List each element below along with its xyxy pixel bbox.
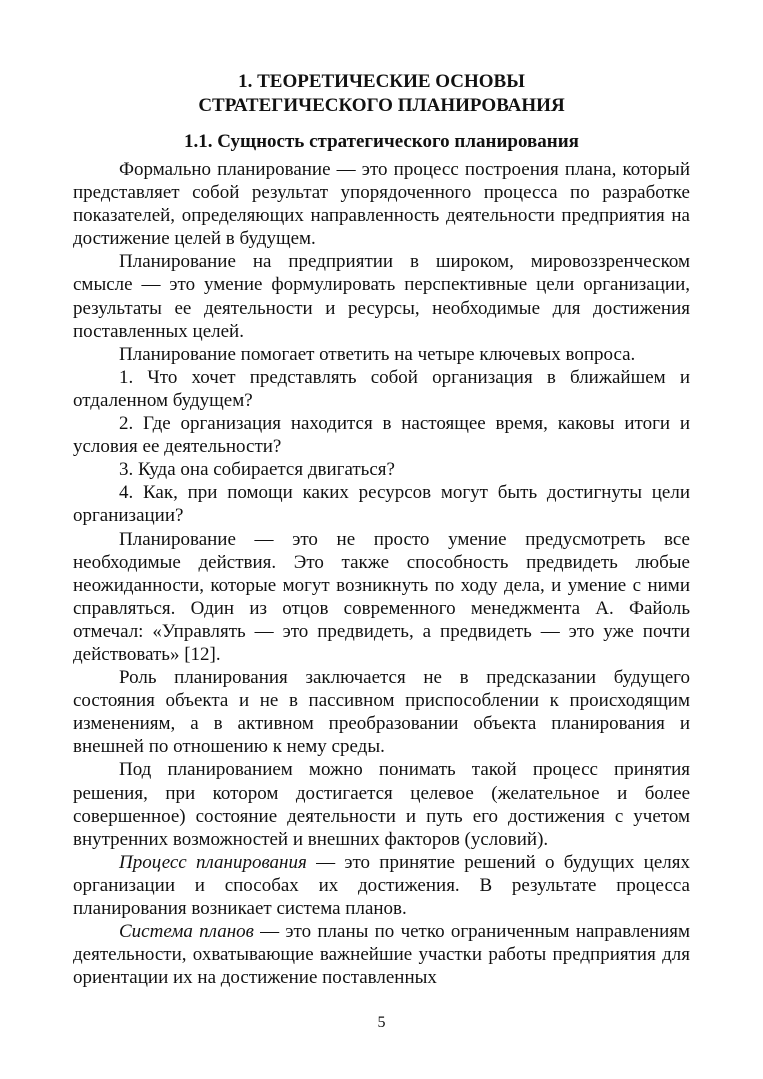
- list-item-question-3: 3. Куда она собирается двигаться?: [119, 459, 395, 481]
- list-item-question-4: 4. Как, при помощи каких ресурсов могут быть достигнуты цели организации?: [73, 482, 690, 527]
- definition-paragraph: [73, 851, 690, 920]
- definition-paragraph: [73, 920, 690, 989]
- body-text: [73, 158, 690, 989]
- paragraph: Под планированием можно понимать такой процесс принятия решения, при котором достигается целевое (желательное и более совершенное) состояние деятельности и путь его достижения с учетом внутренних возможностей и внешних факторов (условий).: [73, 759, 690, 850]
- section-title: 1.1. Сущность стратегического планирования: [184, 131, 579, 152]
- defined-term: Система планов: [119, 921, 254, 943]
- paragraph: Планирование на предприятии в широком, мировоззренческом смысле — это умение формулировать перспективные цели организации, результаты ее деятельности и ресурсы, необходимые для достижения поставленных целей.: [73, 251, 690, 342]
- chapter-title: [73, 70, 690, 118]
- document-page: [73, 70, 690, 989]
- definition-text: — это принятие решений о будущих целях организации и способах их достижения. В результате процесса планирования возникает система планов.: [73, 851, 691, 919]
- paragraph: Планирование — это не просто умение предусмотреть все необходимые действия. Это также способность предвидеть любые неожиданности, которые могут возникнуть по ходу дела, и умение с ними справляться. Один из отцов современного менеджмента А. Файоль отмечал: «Управлять — это предвидеть, а предвидеть — это уже почти действовать» [12].: [73, 528, 690, 665]
- list-item-question-1: 1. Что хочет представлять собой организация в ближайшем и отдаленном будущем?: [73, 366, 690, 411]
- paragraph: Роль планирования заключается не в предсказании будущего состояния объекта и не в пассивном приспособлении к происходящим изменениям, а в активном преобразовании объекта планирования и внешней по отношению к нему среды.: [73, 667, 690, 758]
- chapter-title-line-1: 1. ТЕОРЕТИЧЕСКИЕ ОСНОВЫ: [238, 71, 525, 92]
- defined-term: Процесс планирования: [119, 851, 307, 873]
- chapter-title-line-2: СТРАТЕГИЧЕСКОГО ПЛАНИРОВАНИЯ: [198, 95, 565, 116]
- paragraph: Планирование помогает ответить на четыре ключевых вопроса.: [119, 343, 636, 365]
- page-number: 5: [377, 1014, 386, 1031]
- definition-text: — это планы по четко ограниченным направлениям деятельности, охватывающие важнейшие участки работы предприятия для ориентации их на достижение поставленных: [73, 921, 691, 989]
- list-item-question-2: 2. Где организация находится в настоящее время, каковы итоги и условия ее деятельности?: [73, 413, 690, 458]
- paragraph: Формально планирование — это процесс построения плана, который представляет собой результат упорядоченного процесса по разработке показателей, определяющих направленность деятельности предприятия на достижение целей в будущем.: [73, 159, 690, 250]
